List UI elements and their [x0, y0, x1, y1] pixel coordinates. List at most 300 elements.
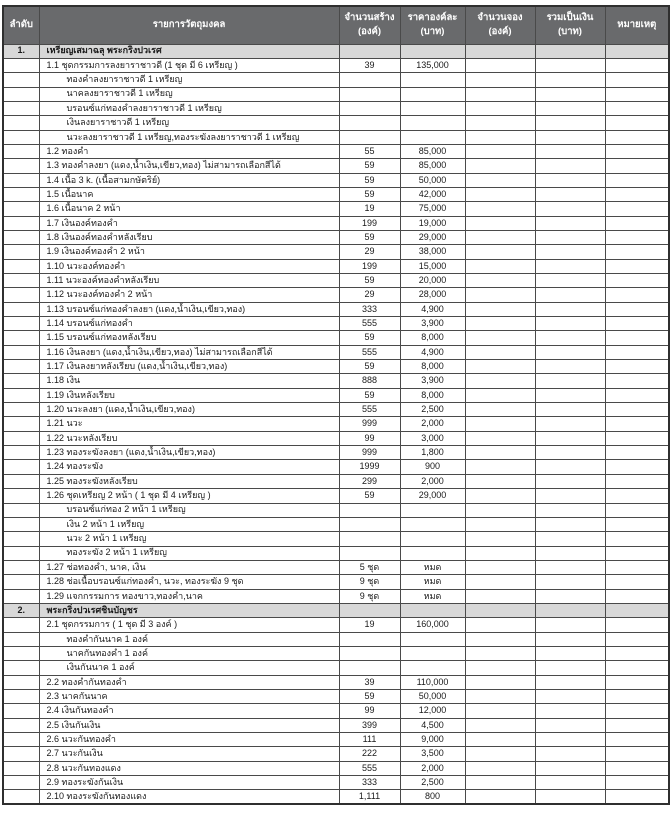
row-remark: [605, 388, 669, 402]
row-order: 2.: [3, 603, 39, 617]
row-qty-made: 555: [339, 317, 400, 331]
row-remark: [605, 288, 669, 302]
row-total-amount: [535, 431, 605, 445]
row-item-name: 1.29 แจกกรรมการ ทองขาว,ทองคำ,นาค: [39, 589, 339, 603]
row-item-name: 2.7 นวะกันเงิน: [39, 747, 339, 761]
row-order: [3, 675, 39, 689]
row-item-name: 1.5 เนื้อนาค: [39, 187, 339, 201]
row-qty-made: 55: [339, 144, 400, 158]
row-item-name: นาคกันทองคำ 1 องค์: [39, 646, 339, 660]
row-item-name: บรอนซ์แก่ทอง 2 หน้า 1 เหรียญ: [39, 503, 339, 517]
row-remark: [605, 187, 669, 201]
row-remark: [605, 661, 669, 675]
row-remark: [605, 159, 669, 173]
row-qty-reserved: [465, 575, 535, 589]
row-price-each: 75,000: [400, 202, 465, 216]
col-header-total: [535, 6, 605, 44]
col-header-label: หมายเหตุ: [617, 19, 657, 31]
row-price-each: [400, 44, 465, 58]
row-remark: [605, 489, 669, 503]
row-order: [3, 116, 39, 130]
row-total-amount: [535, 288, 605, 302]
row-item-name: 1.6 เนื้อนาค 2 หน้า: [39, 202, 339, 216]
row-total-amount: [535, 187, 605, 201]
row-item-name: 1.14 บรอนซ์แก่ทองคำ: [39, 317, 339, 331]
row-item-name: 2.10 ทองระฆังกันทองแดง: [39, 790, 339, 804]
row-qty-made: 59: [339, 388, 400, 402]
table-row: [3, 230, 669, 244]
row-total-amount: [535, 274, 605, 288]
row-item-name: 1.25 ทองระฆังหลังเรียบ: [39, 474, 339, 488]
row-qty-made: [339, 546, 400, 560]
row-remark: [605, 230, 669, 244]
col-header-unit: (บาท): [558, 26, 582, 38]
row-total-amount: [535, 331, 605, 345]
row-qty-made: 555: [339, 403, 400, 417]
row-qty-reserved: [465, 44, 535, 58]
table-row: [3, 661, 669, 675]
row-qty-made: [339, 44, 400, 58]
table-row: [3, 87, 669, 101]
row-order: [3, 274, 39, 288]
table-row: [3, 560, 669, 574]
table-row: [3, 58, 669, 72]
row-order: [3, 661, 39, 675]
row-qty-reserved: [465, 259, 535, 273]
row-order: [3, 259, 39, 273]
row-item-name: 2.3 นาคกันนาค: [39, 689, 339, 703]
row-qty-reserved: [465, 116, 535, 130]
row-item-name: 1.8 เงินองค์ทองคำหลังเรียบ: [39, 230, 339, 244]
table-row: [3, 474, 669, 488]
row-price-each: 4,900: [400, 345, 465, 359]
row-total-amount: [535, 388, 605, 402]
row-remark: [605, 790, 669, 804]
row-order: [3, 403, 39, 417]
row-item-name: 1.21 นวะ: [39, 417, 339, 431]
row-price-each: [400, 517, 465, 531]
row-order: [3, 489, 39, 503]
table-row: [3, 532, 669, 546]
row-order: [3, 58, 39, 72]
row-remark: [605, 589, 669, 603]
table-row: [3, 460, 669, 474]
row-order: [3, 360, 39, 374]
row-total-amount: [535, 460, 605, 474]
row-item-name: ทองคำกันนาค 1 องค์: [39, 632, 339, 646]
row-total-amount: [535, 560, 605, 574]
row-remark: [605, 331, 669, 345]
row-qty-reserved: [465, 345, 535, 359]
row-qty-reserved: [465, 331, 535, 345]
row-qty-made: 333: [339, 776, 400, 790]
row-total-amount: [535, 259, 605, 273]
row-qty-made: 59: [339, 230, 400, 244]
row-item-name: 1.1 ชุดกรรมการลงยาราชาวดี (1 ชุด มี 6 เหรียญ ): [39, 58, 339, 72]
row-total-amount: [535, 689, 605, 703]
table-row: [3, 302, 669, 316]
row-qty-reserved: [465, 274, 535, 288]
section-row: [3, 603, 669, 617]
row-qty-reserved: [465, 460, 535, 474]
row-qty-made: 59: [339, 274, 400, 288]
col-header-reserved: [465, 6, 535, 44]
row-order: [3, 790, 39, 804]
row-total-amount: [535, 589, 605, 603]
table-row: [3, 216, 669, 230]
row-total-amount: [535, 87, 605, 101]
row-order: [3, 532, 39, 546]
row-qty-reserved: [465, 431, 535, 445]
row-item-name: 1.19 เงินหลังเรียบ: [39, 388, 339, 402]
row-price-each: 8,000: [400, 388, 465, 402]
row-total-amount: [535, 302, 605, 316]
row-total-amount: [535, 230, 605, 244]
table-row: [3, 761, 669, 775]
table-row: [3, 589, 669, 603]
row-qty-reserved: [465, 374, 535, 388]
table-row: [3, 101, 669, 115]
table-row: [3, 245, 669, 259]
table-row: [3, 790, 669, 804]
table-row: [3, 73, 669, 87]
row-qty-made: [339, 503, 400, 517]
table-row: [3, 116, 669, 130]
row-qty-made: [339, 603, 400, 617]
row-order: [3, 546, 39, 560]
row-qty-reserved: [465, 288, 535, 302]
table-row: [3, 689, 669, 703]
row-qty-made: 29: [339, 245, 400, 259]
row-remark: [605, 173, 669, 187]
row-qty-reserved: [465, 317, 535, 331]
row-total-amount: [535, 718, 605, 732]
row-qty-made: 59: [339, 187, 400, 201]
table-row: [3, 431, 669, 445]
row-total-amount: [535, 446, 605, 460]
row-order: [3, 288, 39, 302]
row-total-amount: [535, 776, 605, 790]
row-total-amount: [535, 546, 605, 560]
row-qty-reserved: [465, 302, 535, 316]
row-total-amount: [535, 517, 605, 531]
table-row: [3, 776, 669, 790]
row-qty-made: 59: [339, 159, 400, 173]
row-item-name: 2.6 นวะกันทองคำ: [39, 733, 339, 747]
table-row: [3, 388, 669, 402]
row-remark: [605, 245, 669, 259]
row-qty-reserved: [465, 790, 535, 804]
table-row: [3, 417, 669, 431]
row-remark: [605, 675, 669, 689]
row-remark: [605, 216, 669, 230]
row-item-name: บรอนซ์แก่ทองคำลงยาราชาวดี 1 เหรียญ: [39, 101, 339, 115]
row-remark: [605, 130, 669, 144]
row-qty-made: 39: [339, 675, 400, 689]
row-price-each: หมด: [400, 560, 465, 574]
row-qty-reserved: [465, 216, 535, 230]
row-price-each: [400, 101, 465, 115]
row-total-amount: [535, 618, 605, 632]
row-item-name: 1.20 นวะลงยา (แดง,น้ำเงิน,เขียว,ทอง): [39, 403, 339, 417]
row-qty-made: [339, 661, 400, 675]
row-price-each: [400, 130, 465, 144]
col-header-price: [400, 6, 465, 44]
row-qty-reserved: [465, 58, 535, 72]
row-qty-made: [339, 532, 400, 546]
row-order: [3, 302, 39, 316]
row-item-name: 1.11 นวะองค์ทองคำหลังเรียบ: [39, 274, 339, 288]
row-qty-reserved: [465, 560, 535, 574]
row-price-each: หมด: [400, 589, 465, 603]
row-price-each: 50,000: [400, 689, 465, 703]
row-qty-reserved: [465, 130, 535, 144]
row-remark: [605, 546, 669, 560]
row-price-each: 4,900: [400, 302, 465, 316]
row-remark: [605, 704, 669, 718]
row-qty-made: [339, 517, 400, 531]
row-qty-made: 9 ชุด: [339, 575, 400, 589]
row-qty-reserved: [465, 403, 535, 417]
row-item-name: เงินกันนาค 1 องค์: [39, 661, 339, 675]
row-total-amount: [535, 130, 605, 144]
row-qty-made: [339, 646, 400, 660]
row-qty-made: 59: [339, 331, 400, 345]
row-price-each: 8,000: [400, 331, 465, 345]
row-remark: [605, 44, 669, 58]
row-price-each: [400, 116, 465, 130]
row-price-each: 800: [400, 790, 465, 804]
row-order: [3, 733, 39, 747]
row-qty-reserved: [465, 446, 535, 460]
row-item-name: 1.7 เงินองค์ทองคำ: [39, 216, 339, 230]
row-total-amount: [535, 575, 605, 589]
row-qty-made: 9 ชุด: [339, 589, 400, 603]
row-qty-made: 19: [339, 618, 400, 632]
row-qty-reserved: [465, 360, 535, 374]
row-price-each: 900: [400, 460, 465, 474]
row-remark: [605, 776, 669, 790]
row-qty-reserved: [465, 761, 535, 775]
row-qty-reserved: [465, 546, 535, 560]
table-row: [3, 403, 669, 417]
row-price-each: 38,000: [400, 245, 465, 259]
row-price-each: [400, 87, 465, 101]
row-total-amount: [535, 159, 605, 173]
row-price-each: 85,000: [400, 144, 465, 158]
row-order: [3, 446, 39, 460]
row-qty-made: 5 ชุด: [339, 560, 400, 574]
row-qty-made: 888: [339, 374, 400, 388]
row-order: [3, 761, 39, 775]
row-item-name: 2.2 ทองคำกันทองคำ: [39, 675, 339, 689]
row-order: [3, 776, 39, 790]
row-qty-made: 555: [339, 761, 400, 775]
row-qty-reserved: [465, 675, 535, 689]
row-total-amount: [535, 704, 605, 718]
row-order: [3, 417, 39, 431]
row-total-amount: [535, 675, 605, 689]
row-price-each: 20,000: [400, 274, 465, 288]
row-price-each: [400, 661, 465, 675]
row-item-name: 1.2 ทองคำ: [39, 144, 339, 158]
row-price-each: [400, 546, 465, 560]
row-remark: [605, 73, 669, 87]
table-row: [3, 331, 669, 345]
row-total-amount: [535, 173, 605, 187]
row-remark: [605, 403, 669, 417]
row-remark: [605, 302, 669, 316]
row-order: [3, 144, 39, 158]
row-item-name: 1.13 บรอนซ์แก่ทองคำลงยา (แดง,น้ำเงิน,เขียว,ทอง): [39, 302, 339, 316]
row-price-each: [400, 73, 465, 87]
table-row: [3, 202, 669, 216]
row-total-amount: [535, 761, 605, 775]
row-total-amount: [535, 417, 605, 431]
table-row: [3, 618, 669, 632]
table-row: [3, 259, 669, 273]
row-qty-made: [339, 116, 400, 130]
row-total-amount: [535, 216, 605, 230]
row-order: [3, 575, 39, 589]
row-price-each: 4,500: [400, 718, 465, 732]
row-order: [3, 589, 39, 603]
row-qty-made: 299: [339, 474, 400, 488]
row-qty-made: [339, 130, 400, 144]
row-price-each: 2,000: [400, 417, 465, 431]
row-item-name: 1.18 เงิน: [39, 374, 339, 388]
row-item-name: 2.8 นวะกันทองแดง: [39, 761, 339, 775]
row-qty-reserved: [465, 187, 535, 201]
table-row: [3, 317, 669, 331]
row-total-amount: [535, 489, 605, 503]
row-order: [3, 689, 39, 703]
col-header-made: [339, 6, 400, 44]
table-body: [3, 44, 669, 804]
row-order: [3, 245, 39, 259]
row-order: [3, 230, 39, 244]
row-qty-reserved: [465, 689, 535, 703]
table-row: [3, 288, 669, 302]
row-total-amount: [535, 790, 605, 804]
row-qty-reserved: [465, 144, 535, 158]
row-price-each: [400, 503, 465, 517]
table-row: [3, 546, 669, 560]
col-header-order: [3, 6, 39, 44]
row-order: 1.: [3, 44, 39, 58]
table-row: [3, 187, 669, 201]
row-order: [3, 87, 39, 101]
row-remark: [605, 733, 669, 747]
amulet-price-table: [2, 5, 670, 805]
row-order: [3, 187, 39, 201]
row-remark: [605, 503, 669, 517]
table-row: [3, 360, 669, 374]
row-item-name: 1.10 นวะองค์ทองคำ: [39, 259, 339, 273]
row-remark: [605, 532, 669, 546]
row-total-amount: [535, 317, 605, 331]
row-qty-reserved: [465, 230, 535, 244]
row-qty-made: 1999: [339, 460, 400, 474]
col-header-unit: (องค์): [488, 26, 512, 38]
row-qty-made: 199: [339, 259, 400, 273]
row-order: [3, 374, 39, 388]
row-qty-made: 99: [339, 431, 400, 445]
row-order: [3, 747, 39, 761]
row-remark: [605, 575, 669, 589]
row-order: [3, 503, 39, 517]
row-remark: [605, 58, 669, 72]
row-price-each: 135,000: [400, 58, 465, 72]
row-qty-reserved: [465, 517, 535, 531]
row-qty-made: [339, 632, 400, 646]
row-total-amount: [535, 245, 605, 259]
row-remark: [605, 603, 669, 617]
row-remark: [605, 431, 669, 445]
row-qty-made: 222: [339, 747, 400, 761]
table-row: [3, 733, 669, 747]
row-total-amount: [535, 661, 605, 675]
row-remark: [605, 632, 669, 646]
row-qty-made: 39: [339, 58, 400, 72]
row-price-each: 2,500: [400, 403, 465, 417]
row-qty-reserved: [465, 733, 535, 747]
row-price-each: 28,000: [400, 288, 465, 302]
row-price-each: หมด: [400, 575, 465, 589]
row-item-name: 1.9 เงินองค์ทองคำ 2 หน้า: [39, 245, 339, 259]
row-total-amount: [535, 474, 605, 488]
row-order: [3, 216, 39, 230]
row-item-name: 1.22 นวะหลังเรียบ: [39, 431, 339, 445]
row-remark: [605, 101, 669, 115]
row-remark: [605, 202, 669, 216]
row-remark: [605, 417, 669, 431]
row-remark: [605, 560, 669, 574]
row-total-amount: [535, 58, 605, 72]
row-price-each: 9,000: [400, 733, 465, 747]
row-qty-made: [339, 73, 400, 87]
row-price-each: 3,000: [400, 431, 465, 445]
row-order: [3, 345, 39, 359]
row-total-amount: [535, 101, 605, 115]
row-order: [3, 317, 39, 331]
section-row: [3, 44, 669, 58]
table-row: [3, 173, 669, 187]
col-header-label: จำนวนจอง: [477, 12, 523, 24]
table-row: [3, 632, 669, 646]
row-order: [3, 618, 39, 632]
row-qty-made: 59: [339, 689, 400, 703]
table-row: [3, 503, 669, 517]
row-qty-reserved: [465, 747, 535, 761]
row-total-amount: [535, 202, 605, 216]
table-row: [3, 675, 669, 689]
row-remark: [605, 144, 669, 158]
row-item-name: 1.12 นวะองค์ทองคำ 2 หน้า: [39, 288, 339, 302]
row-order: [3, 632, 39, 646]
row-qty-reserved: [465, 202, 535, 216]
row-order: [3, 159, 39, 173]
row-remark: [605, 474, 669, 488]
row-remark: [605, 718, 669, 732]
row-qty-reserved: [465, 489, 535, 503]
row-total-amount: [535, 345, 605, 359]
row-order: [3, 704, 39, 718]
row-order: [3, 517, 39, 531]
row-total-amount: [535, 360, 605, 374]
row-qty-made: 399: [339, 718, 400, 732]
row-qty-reserved: [465, 388, 535, 402]
